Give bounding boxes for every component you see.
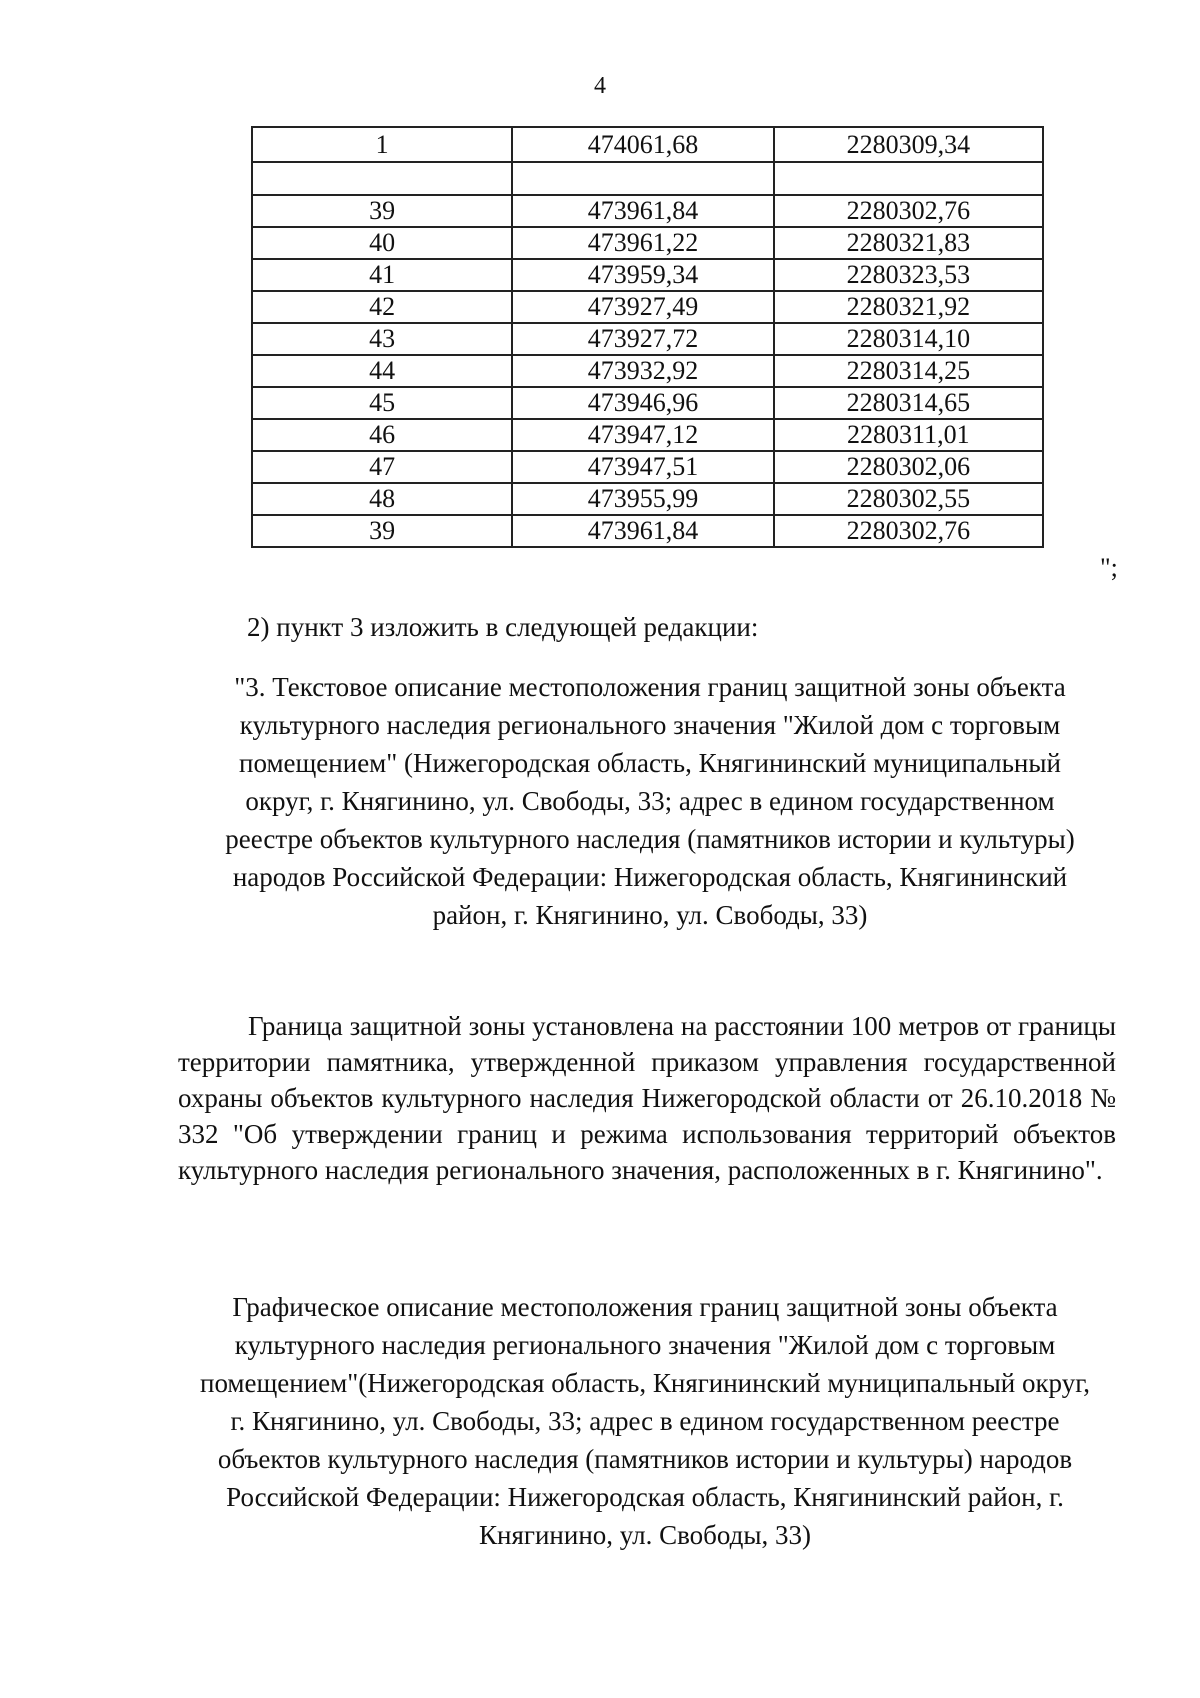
table-cell-point: 40: [252, 227, 512, 259]
text-description-line: округ, г. Княгинино, ул. Свободы, 33; адрес в едином государственном: [245, 786, 1055, 816]
table-cell-point: 1: [252, 127, 512, 162]
graphic-description-line: Княгинино, ул. Свободы, 33): [479, 1520, 811, 1550]
graphic-description-heading: [170, 1288, 1120, 1554]
table-cell-x: 473947,12: [512, 419, 773, 451]
table-cell-y: 2280302,55: [774, 483, 1043, 515]
table-cell-y: 2280311,01: [774, 419, 1043, 451]
table-cell-point: 44: [252, 355, 512, 387]
table-cell-point: 39: [252, 515, 512, 547]
graphic-description-line: объектов культурного наследия (памятников истории и культуры) народов: [217, 1444, 1073, 1474]
graphic-description-line: помещением"(Нижегородская область, Княгининский муниципальный округ,: [200, 1368, 1090, 1398]
table-row: [252, 195, 1043, 227]
graphic-description-line: г. Княгинино, ул. Свободы, 33; адрес в едином государственном реестре: [230, 1406, 1060, 1436]
table-cell-y: 2280314,25: [774, 355, 1043, 387]
table-row: [252, 323, 1043, 355]
text-description-line: район, г. Княгинино, ул. Свободы, 33): [432, 900, 868, 930]
table-row: [252, 515, 1043, 547]
table-cell-point: [252, 162, 512, 195]
table-cell-point: 42: [252, 291, 512, 323]
table-cell-x: 474061,68: [512, 127, 773, 162]
table-cell-y: 2280321,92: [774, 291, 1043, 323]
table-cell-y: 2280314,65: [774, 387, 1043, 419]
table-row: [252, 483, 1043, 515]
table-cell-y: [774, 162, 1043, 195]
table-cell-y: 2280309,34: [774, 127, 1043, 162]
table-cell-x: 473961,22: [512, 227, 773, 259]
table-cell-point: 47: [252, 451, 512, 483]
boundary-paragraph: Граница защитной зоны установлена на расстоянии 100 метров от границы территории памятника, утвержденной приказом управления государственной охраны объектов культурного наследия Нижегородской области от 26.10.2018 № 332 "Об утверждении границ и режима использования территорий объектов культурного наследия регионального значения, расположенных в г. Княгинино".: [178, 1011, 1116, 1185]
table-row: [252, 127, 1043, 162]
table-cell-y: 2280302,76: [774, 195, 1043, 227]
text-description-line: культурного наследия регионального значения "Жилой дом с торговым: [239, 710, 1061, 740]
table-row: [252, 259, 1043, 291]
graphic-description-line: Российской Федерации: Нижегородская область, Княгининский район, г.: [226, 1482, 1064, 1512]
table-row: [252, 291, 1043, 323]
table-cell-point: 48: [252, 483, 512, 515]
table-row: [252, 355, 1043, 387]
text-description-heading: [190, 668, 1110, 934]
text-description-line: помещением" (Нижегородская область, Княгининский муниципальный: [239, 748, 1061, 778]
table-row: [252, 387, 1043, 419]
text-description-line: "3. Текстовое описание местоположения границ защитной зоны объекта: [234, 672, 1066, 702]
table-row: [252, 419, 1043, 451]
table-cell-x: 473959,34: [512, 259, 773, 291]
text-description-line: народов Российской Федерации: Нижегородская область, Княгининский: [232, 862, 1068, 892]
text-description-line: реестре объектов культурного наследия (памятников истории и культуры): [225, 824, 1075, 854]
table-cell-point: 39: [252, 195, 512, 227]
closing-quote: ";: [1100, 553, 1118, 582]
table-cell-x: 473927,72: [512, 323, 773, 355]
coordinates-table: [251, 126, 1044, 548]
table-cell-x: 473932,92: [512, 355, 773, 387]
graphic-description-line: Графическое описание местоположения границ защитной зоны объекта: [232, 1292, 1058, 1322]
table-cell-point: 41: [252, 259, 512, 291]
table-cell-y: 2280323,53: [774, 259, 1043, 291]
table-cell-y: 2280302,76: [774, 515, 1043, 547]
table-row: [252, 451, 1043, 483]
table-cell-x: 473927,49: [512, 291, 773, 323]
table-cell-x: 473961,84: [512, 515, 773, 547]
table-cell-x: [512, 162, 773, 195]
table-row: [252, 227, 1043, 259]
amendment-item-2: 2) пункт 3 изложить в следующей редакции:: [247, 612, 759, 642]
table-cell-point: 45: [252, 387, 512, 419]
table-cell-x: 473947,51: [512, 451, 773, 483]
table-cell-x: 473946,96: [512, 387, 773, 419]
table-cell-point: 43: [252, 323, 512, 355]
table-cell-y: 2280321,83: [774, 227, 1043, 259]
table-cell-y: 2280302,06: [774, 451, 1043, 483]
table-cell-x: 473961,84: [512, 195, 773, 227]
table-cell-x: 473955,99: [512, 483, 773, 515]
table-cell-y: 2280314,10: [774, 323, 1043, 355]
page-number: 4: [594, 73, 606, 99]
graphic-description-line: культурного наследия регионального значения "Жилой дом с торговым: [234, 1330, 1056, 1360]
table-row: [252, 162, 1043, 195]
table-cell-point: 46: [252, 419, 512, 451]
